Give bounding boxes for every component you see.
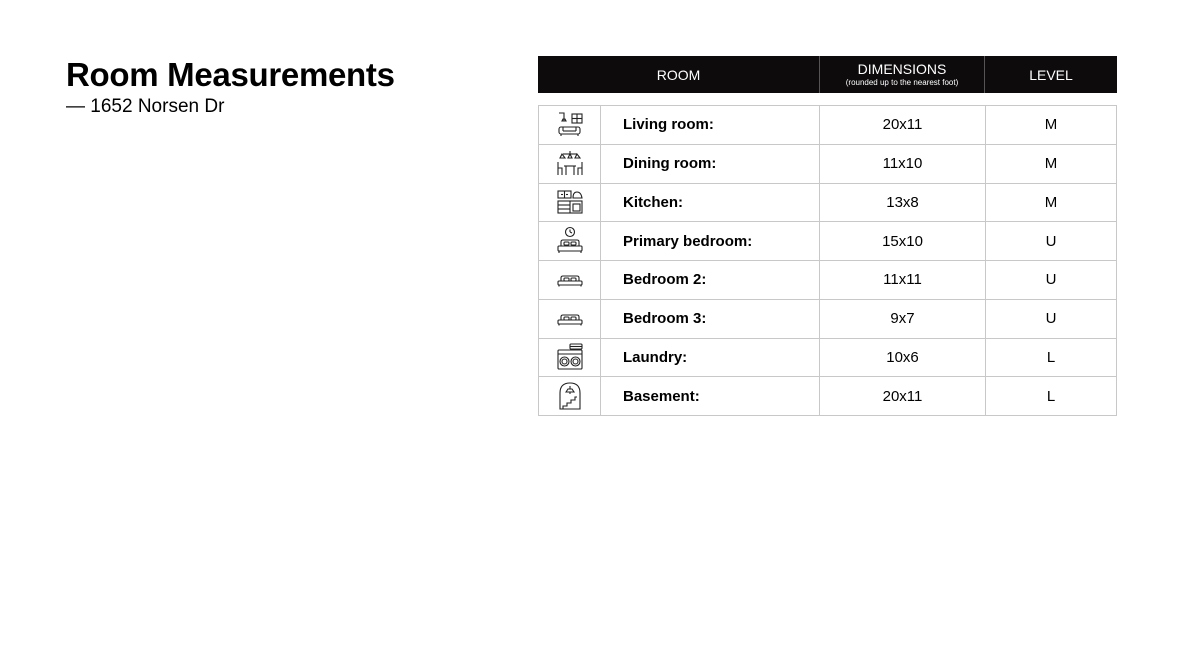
room-dimensions: 9x7 (820, 300, 986, 339)
primary-bedroom-icon (555, 226, 585, 256)
header-dimensions-label: DIMENSIONS (857, 60, 947, 77)
table-row (539, 184, 1117, 223)
room-dimensions: 20x11 (820, 377, 986, 416)
kitchen-icon (555, 187, 585, 217)
room-level: L (986, 339, 1117, 378)
room-name: Laundry: (601, 339, 820, 378)
room-name: Bedroom 2: (601, 261, 820, 300)
table-row (539, 106, 1117, 145)
room-name: Dining room: (601, 145, 820, 184)
room-level: U (986, 300, 1117, 339)
room-level: U (986, 261, 1117, 300)
page-subtitle: — 1652 Norsen Dr (66, 96, 225, 117)
room-dimensions: 10x6 (820, 339, 986, 378)
header-room: ROOM (538, 56, 820, 93)
room-dimensions: 15x10 (820, 222, 986, 261)
room-name: Bedroom 3: (601, 300, 820, 339)
table-row (539, 377, 1117, 416)
table-row (539, 339, 1117, 378)
table-row (539, 261, 1117, 300)
room-name: Basement: (601, 377, 820, 416)
room-dimensions: 11x11 (820, 261, 986, 300)
room-dimensions: 20x11 (820, 106, 986, 145)
room-level: M (986, 184, 1117, 223)
table-row (539, 300, 1117, 339)
room-level: M (986, 145, 1117, 184)
bed-icon (555, 265, 585, 295)
room-dimensions: 13x8 (820, 184, 986, 223)
bed-icon (555, 304, 585, 334)
header-dimensions-note: (rounded up to the nearest foot) (845, 77, 959, 87)
basement-icon (555, 381, 585, 411)
room-level: U (986, 222, 1117, 261)
room-dimensions: 11x10 (820, 145, 986, 184)
header-level: LEVEL (1029, 66, 1073, 83)
header-dimensions (820, 56, 985, 93)
room-level: L (986, 377, 1117, 416)
page-title: Room Measurements (66, 56, 395, 93)
room-level: M (986, 106, 1117, 145)
table-row (539, 145, 1117, 184)
dining-room-icon (555, 149, 585, 179)
living-room-icon (555, 110, 585, 140)
table-header (538, 56, 1117, 93)
laundry-icon (555, 342, 585, 372)
room-name: Kitchen: (601, 184, 820, 223)
room-name: Primary bedroom: (601, 222, 820, 261)
table-row (539, 222, 1117, 261)
room-table (538, 105, 1117, 416)
room-name: Living room: (601, 106, 820, 145)
